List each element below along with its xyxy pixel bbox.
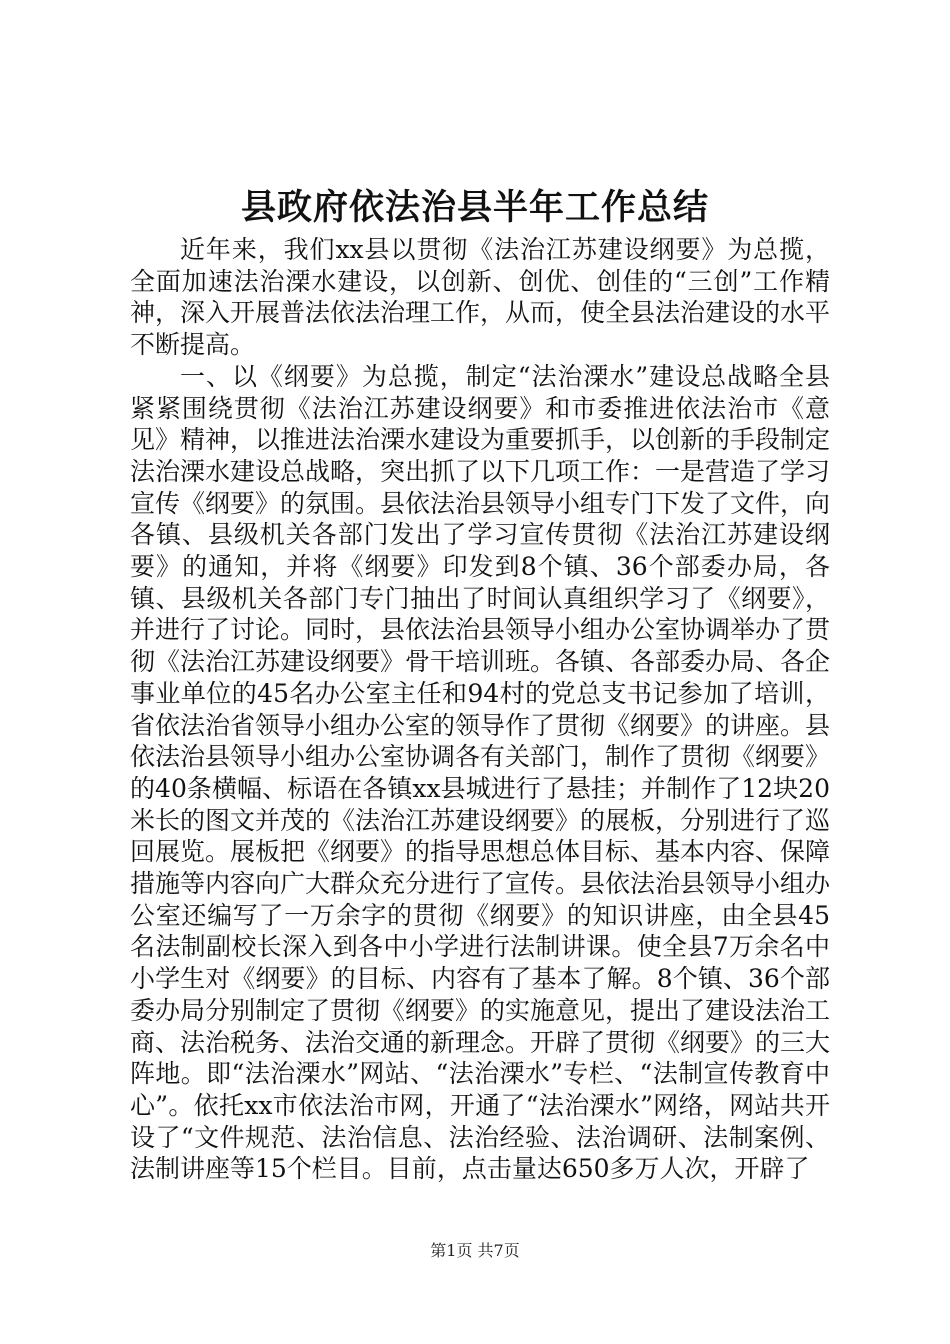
document-body [130,234,830,1185]
intro-paragraph: 近年来，我们xx县以贯彻《法治江苏建设纲要》为总揽，全面加速法治溧水建设，以创新、创优、创佳的“三创”工作精神，深入开展普法依法治理工作，从而，使全县法治建设的水平不断提高。 [130,235,831,360]
section-one-paragraph: 一、以《纲要》为总揽，制定“法治溧水”建设总战略全县紧紧围绕贯彻《法治江苏建设纲要》和市委推进依法治市《意见》精神，以推进法治溧水建设为重要抓手，以创新的手段制定法治溧水建设总战略，突出抓了以下几项工作：一是营造了学习宣传《纲要》的氛围。县依法治县领导小组专门下发了文件，向各镇、县级机关各部门发出了学习宣传贯彻《法治江苏建设纲要》的通知，并将《纲要》印发到8个镇、36个部委办局，各镇、县级机关各部门专门抽出了时间认真组织学习了《纲要》，并进行了讨论。同时，县依法治县领导小组办公室协调举办了贯彻《法治江苏建设纲要》骨干培训班。各镇、各部委办局、各企事业单位的45名办公室主任和94村的党总支书记参加了培训，省依法治省领导小组办公室的领导作了贯彻《纲要》的讲座。县依法治县领导小组办公室协调各有关部门，制作了贯彻《纲要》的40条横幅、标语在各镇xx县城进行了悬挂；并制作了12块20米长的图文并茂的《法治江苏建设纲要》的展板，分别进行了巡回展览。展板把《纲要》的指导思想总体目标、基本内容、保障措施等内容向广大群众充分进行了宣传。县依法治县领导小组办公室还编写了一万余字的贯彻《纲要》的知识讲座，由全县45名法制副校长深入到各中小学进行法制讲课。使全县7万余名中小学生对《纲要》的目标、内容有了基本了解。8个镇、36个部委办局分别制定了贯彻《纲要》的实施意见，提出了建设法治工商、法治税务、法治交通的新理念。开辟了贯彻《纲要》的三大阵地。即“法治溧水”网站、“法治溧水”专栏、“法制宣传教育中心”。依托xx市依法治市网，开通了“法治溧水”网络，网站共开设了“文件规范、法治信息、法治经验、法治调研、法制案例、法制讲座等15个栏目。目前，点击量达650多万人次，开辟了 [130,361,831,1184]
page-number-footer: 第1页 共7页 [430,1241,520,1260]
document-title: 县政府依法治县半年工作总结 [240,187,709,228]
